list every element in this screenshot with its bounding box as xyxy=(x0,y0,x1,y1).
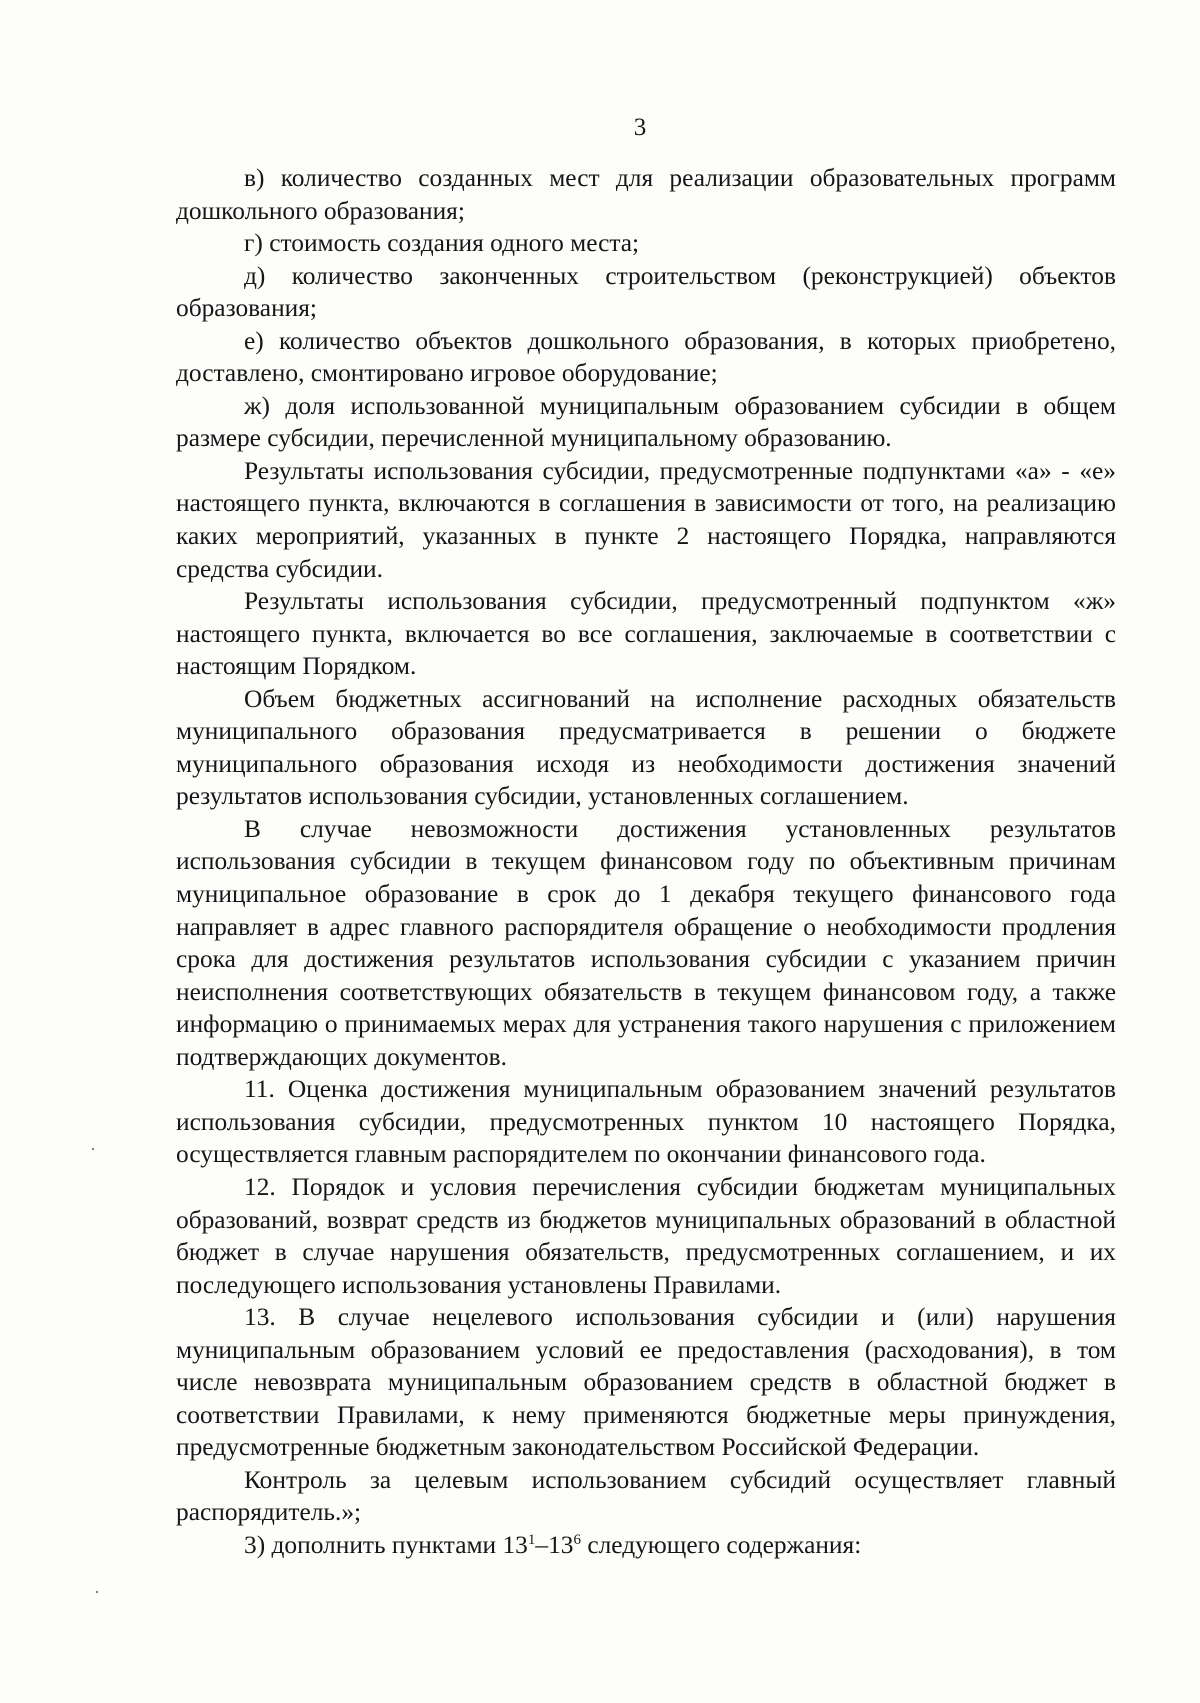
page-number: 3 xyxy=(633,114,647,141)
paragraph-item-v: в) количество созданных мест для реализации образовательных программ дошкольного образования; xyxy=(176,164,1116,225)
paragraph-point-11: 11. Оценка достижения муниципальным образованием значений результатов использования субсидии, предусмотренных пунктом 10 настоящего Порядка, осуществляется главным распорядителем по окончании финансового года. xyxy=(176,1075,1116,1169)
amendment-suffix: следующего содержания: xyxy=(580,1530,862,1559)
scan-speck xyxy=(92,1148,94,1150)
paragraph-control: Контроль за целевым использованием субсидий осуществляет главный распорядитель.»; xyxy=(176,1465,1116,1527)
paragraph-results-a-e: Результаты использования субсидии, предусмотренные подпунктами «а» - «е» настоящего пункта, включаются в соглашения в зависимости от того, на реализацию каких мероприятий, указанных в пункте 2 настоящего Порядка, направляются средства субсидии. xyxy=(176,456,1116,583)
paragraph-item-e: е) количество объектов дошкольного образования, в которых приобретено, доставлено, смонтировано игровое оборудование; xyxy=(176,326,1116,388)
paragraph-impossibility-case: В случае невозможности достижения установленных результатов использования субсидии в текущем финансовом году по объективным причинам муниципальное образование в срок до 1 декабря текущего финансового года направляет в адрес главного распорядителя обращение о необходимости продления срока для достижения результатов использования субсидии с указанием причин неисполнения соответствующих обязательств в текущем финансовом году, а также информацию о принимаемых мерах для устранения такого нарушения с приложением подтверждающих документов. xyxy=(176,814,1116,1071)
document-body xyxy=(176,162,1116,1562)
superscript-6: 6 xyxy=(573,1531,581,1548)
paragraph-item-d: д) количество законченных строительством (реконструкцией) объектов образования; xyxy=(176,261,1116,323)
paragraph-results-zh: Результаты использования субсидии, предусмотренный подпунктом «ж» настоящего пункта, включается во все соглашения, заключаемые в соответствии с настоящим Порядком. xyxy=(176,587,1116,681)
paragraph-budget-volume: Объем бюджетных ассигнований на исполнение расходных обязательств муниципального образования предусматривается в решении о бюджете муниципального образования исходя из необходимости достижения значений результатов использования субсидии, установленных соглашением. xyxy=(176,684,1116,811)
amendment-dash: –13 xyxy=(535,1530,574,1559)
paragraph-point-12: 12. Порядок и условия перечисления субсидии бюджетам муниципальных образований, возврат средств из бюджетов муниципальных образований в областной бюджет в случае нарушения обязательств, предусмотренных соглашением, и их последующего использования установлены Правилами. xyxy=(176,1172,1116,1299)
paragraph-point-13: 13. В случае нецелевого использования субсидии и (или) нарушения муниципальным образованием условий ее предоставления (расходования), в том числе невозврата муниципальным образованием средств в областной бюджет в соответствии Правилами, к нему применяются бюджетные меры принуждения, предусмотренные бюджетным законодательством Российской Федерации. xyxy=(176,1303,1116,1462)
paragraph-item-g: г) стоимость создания одного места; xyxy=(244,229,640,258)
scan-speck xyxy=(96,1591,98,1593)
paragraph-item-zh: ж) доля использованной муниципальным образованием субсидии в общем размере субсидии, перечисленной муниципальному образованию. xyxy=(176,391,1116,453)
paragraph-amendment-3 xyxy=(176,1529,1116,1562)
superscript-1: 1 xyxy=(527,1531,536,1548)
amendment-prefix: 3) дополнить пунктами 13 xyxy=(244,1530,528,1559)
